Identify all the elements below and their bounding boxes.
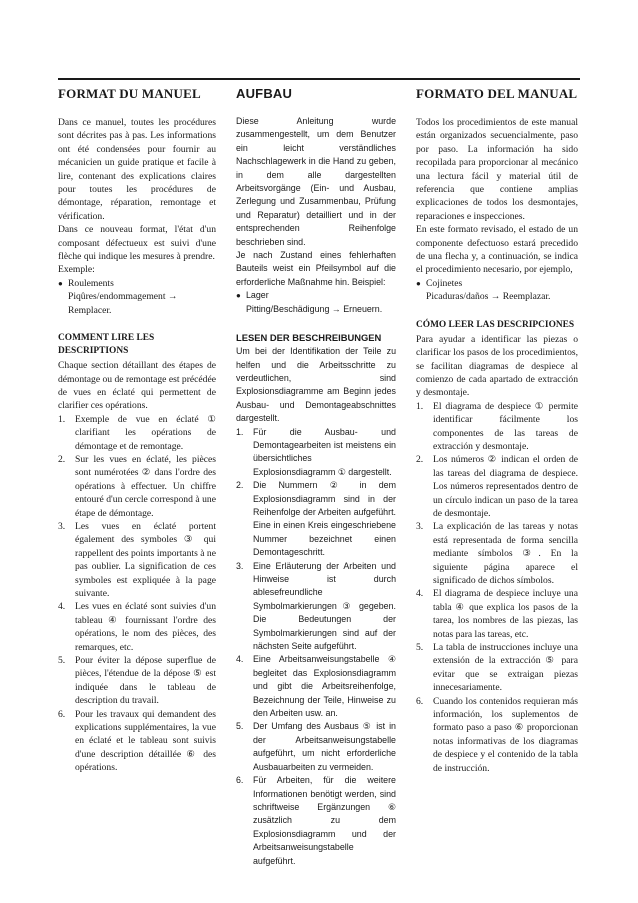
french-step: 5. Pour éviter la dépose superflue de pièces, l'étendue de la dépose ⑤ est indiquée dans le tableau de description du travail. [58, 655, 216, 707]
bullet-icon: ● [236, 291, 241, 301]
spanish-bullet-text: Cojinetes [426, 277, 463, 289]
german-example-text: Pitting/Beschädigung → Erneuern. [246, 303, 383, 314]
bullet-icon: ● [416, 278, 421, 288]
german-step: 5. Der Umfang des Ausbaus ⑤ ist in der Arbeitsanweisungstabelle aufgeführt, um nicht erforderliche Ausbauarbeiten zu vermeiden. [236, 721, 396, 772]
german-section-intro: Um bei der Identifikation der Teile zu helfen und die Arbeitsschritte zu verdeutlichen, sind Explosionsdiagramme am Beginn jedes Ausbau- und Demontageabschnittes dargestellt. [236, 346, 396, 424]
spanish-step: 6. Cuando los contenidos requieran más información, los suplementos de formato paso a paso ⑥ proporcionan notas informativas de los diagramas de despiece y el contenido de la tabla de instrucción. [416, 695, 578, 774]
german-section-title: LESEN DER BESCHREIBUNGEN [236, 332, 382, 344]
german-step-list [236, 426, 396, 868]
spanish-title: FORMATO DEL MANUAL [416, 86, 578, 101]
french-step: 3. Les vues en éclaté portent également des symboles ③ qui rappellent des points importants à ne pas oublier. La signification de ces symboles est expliquée à la page suivante. [58, 520, 216, 599]
french-example-bullet [58, 277, 216, 290]
spanish-section-intro: Para ayudar a identificar las piezas o clarificar los pasos de los procedimientos, se facilitan diagramas de despiece al comienzo de cada apartado de extracción y desmontaje. [416, 333, 578, 399]
spanish-example-text: Picaduras/daños → Reemplazar. [426, 291, 551, 303]
german-example-bullet [236, 289, 396, 302]
spanish-step: 2. Los números ② indican el orden de las tareas del diagrama de despiece. Los números representados dentro de un círculo indican un paso de la tarea de desmontaje. [416, 454, 578, 519]
french-section-intro: Chaque section détaillant des étapes de démontage ou de remontage est précédée de vues en éclaté qui permettent de clarifier ces opérations. [58, 360, 216, 412]
french-title: FORMAT DU MANUEL [58, 86, 201, 101]
german-step: 6. Für Arbeiten, für die weitere Informationen benötigt werden, sind schriftweise Ergänzungen ⑥ zusätzlich zu dem Explosionsdiagramm und der Arbeitsanweisungstabelle aufgeführt. [236, 775, 396, 866]
top-rule [58, 78, 580, 80]
french-intro: Dans ce manuel, toutes les procédures sont décrites pas à pas. Les informations ont été condensées pour fournir au mécanicien un guide pratique et facile à lire, contenant des explications claires pour toutes les procédures de démontage, réparation, remontage et vérification. [58, 117, 216, 222]
spanish-intro: Todos los procedimientos de este manual están organizados secuencialmente, paso por paso. La información ha sido recopilada para proporcionar al mecánico una lectura fácil y material útil de referencia que contiene amplias explicaciones de todos los desmontajes, reparaciones e inspecciones. [416, 117, 578, 222]
french-bullet-text: Roulements [68, 277, 114, 289]
french-step: 1. Exemple de vue en éclaté ① clarifiant les opérations de démontage et de remontage. [58, 413, 216, 452]
french-example-text: Piqûres/endommagement → Remplacer. [68, 291, 178, 316]
german-step: 1. Für die Ausbau- und Demontagearbeiten ist meistens ein übersichtliches Explosionsdiagramm ① dargestellt. [236, 426, 396, 477]
french-step-list [58, 413, 216, 775]
spanish-example-bullet [416, 277, 578, 290]
french-intro-2: Dans ce nouveau format, l'état d'un composant défectueux est suivi d'une flèche qui indique les mesures à prendre. [58, 224, 216, 263]
french-step: 4. Les vues en éclaté sont suivies d'un tableau ④ fournissant l'ordre des opérations, le nom des pièces, des remarques, etc. [58, 601, 216, 653]
spanish-step: 4. El diagrama de despiece incluye una tabla ④ que explica los pasos de la tarea, los nombres de las piezas, las notas para las tareas, etc. [416, 588, 578, 640]
german-step: 4. Eine Arbeitsanweisungstabelle ④ begleitet das Explosionsdiagramm und gibt die Arbeitsreihenfolge, Bezeichnung der Teile, Hinweise zu den Arbeiten usw. an. [236, 654, 396, 719]
french-step: 6. Pour les travaux qui demandent des explications supplémentaires, la vue en éclaté et le tableau sont suivis d'une description détaillée ⑥ des opérations. [58, 708, 216, 774]
german-title: AUFBAU [236, 86, 293, 101]
french-section-title: COMMENT LIRE LES DESCRIPTIONS [58, 333, 155, 357]
column-german [236, 86, 396, 868]
spanish-step: 1. El diagrama de despiece ① permite identificar fácilmente los componentes de las tareas de extracción y desmontaje. [416, 400, 578, 452]
german-step: 3. Eine Erläuterung der Arbeiten und Hinweise ist durch ablesefreundliche Symbolmarkierungen ③ gegeben. Die Bedeutungen der Symbolmarkierungen sind auf der nächsten Seite aufgeführt. [236, 560, 396, 652]
column-spanish [416, 86, 578, 775]
german-intro: Diese Anleitung wurde zusammengestellt, um dem Benutzer ein leicht verständliches Nachschlagewerk in die Hand zu geben, in dem alle dargestellten Arbeitsvorgänge (Ein- und Ausbau, Zerlegung und Zusammenbau, Prüfung und Reparatur) detailliert und in der entsprechenden Reihenfolge beschrieben sind. [236, 116, 396, 247]
german-intro-2: Je nach Zustand eines fehlerhaften Bauteils weist ein Pfeilsymbol auf die erforderliche Maßnahme hin. Beispiel: [236, 250, 396, 287]
spanish-step-list [416, 400, 578, 775]
spanish-intro-2: En este formato revisado, el estado de un componente defectuoso estará precedido de una flecha y, a continuación, se indica el procedimiento necesario, por ejemplo, [416, 224, 578, 276]
column-french [58, 86, 216, 775]
spanish-step: 5. La tabla de instrucciones incluye una extensión de la extracción ⑤ para evitar que se extraigan piezas innecesariamente. [416, 642, 578, 694]
german-step: 2. Die Nummern ② in dem Explosionsdiagramm sind in der Reihenfolge der Arbeiten aufgeführt. Eine in einen Kreis eingeschriebene Nummer bezeichnet einen Demontageschritt. [236, 480, 396, 558]
spanish-step: 3. La explicación de las tareas y notas está representada de forma sencilla mediante símbolos ③. En la siguiente página aparece el significado de dichos símbolos. [416, 521, 578, 586]
spanish-section-title: CÓMO LEER LAS DESCRIPCIONES [416, 319, 575, 330]
french-example-label: Exemple: [58, 264, 95, 276]
bullet-icon: ● [58, 278, 63, 288]
german-bullet-text: Lager [246, 290, 269, 301]
french-step: 2. Sur les vues en éclaté, les pièces sont numérotées ② dans l'ordre des opérations à effectuer. Un chiffre entouré d'un cercle correspond à une étape de démontage. [58, 453, 216, 519]
